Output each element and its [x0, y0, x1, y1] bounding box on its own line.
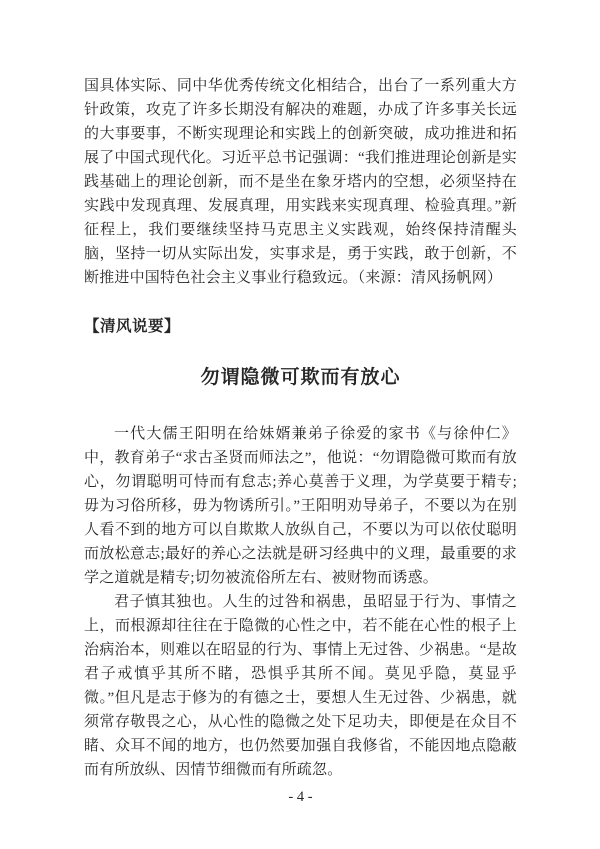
body-paragraph: 一代大儒王阳明在给妹婿兼弟子徐爱的家书《与徐仲仁》中，教育弟子“求古圣贤而师法之”，他说：“勿谓隐微可欺而有放心，勿谓聪明可恃而有怠志;养心莫善于义理，为学莫要于精专;毋为习俗所移，毋为物诱所引。”王阳明劝导弟子，不要以为在别人看不到的地方可以自欺欺人放纵自己，不要以为可以依仗聪明而放松意志;最好的养心之法就是研习经典中的义理，最重要的求学之道就是精专;切勿被流俗所左右、被财物而诱惑。	[84, 426, 517, 586]
text-block	[84, 74, 517, 782]
continuation-paragraph: 国具体实际、同中华优秀传统文化相结合，出台了一系列重大方针政策，攻克了许多长期没有解决的难题，办成了许多事关长远的大事要事，不断实现理论和实践上的创新突破，成功推进和拓展了中国式现代化。习近平总书记强调：“我们推进理论创新是实践基础上的理论创新，而不是坐在象牙塔内的空想，必须坚持在实践中发现真理、发展真理，用实践来实现真理、检验真理。”新征程上，我们要继续坚持马克思主义实践观，始终保持清醒头脑，坚持一切从实际出发，实事求是，勇于实践，敢于创新，不断推进中国特色社会主义事业行稳致远。（来源：清风扬帆网）	[84, 78, 517, 286]
article-title: 勿谓隐微可欺而有放心	[200, 367, 401, 388]
section-header: 【清风说要】	[84, 318, 181, 335]
body-paragraph: 君子慎其独也。人生的过咎和祸患，虽昭显于行为、事情之上，而根源却往往在于隐微的心性之中，若不能在心性的根子上治病治本，则难以在昭显的行为、事情上无过咎、少祸患。“是故君子戒慎乎其所不睹，恐惧乎其所不闻。莫见乎隐，莫显乎微。”但凡是志于修为的有德之士，要想人生无过咎、少祸患，就须常存敬畏之心，从心性的隐微之处下足功夫，即便是在众目不睹、众耳不闻的地方，也仍然要加强自我修省，不能因地点隐蔽而有所放纵、因情节细微而有所疏忽。	[84, 594, 517, 778]
page-number: - 4 -	[288, 789, 313, 805]
